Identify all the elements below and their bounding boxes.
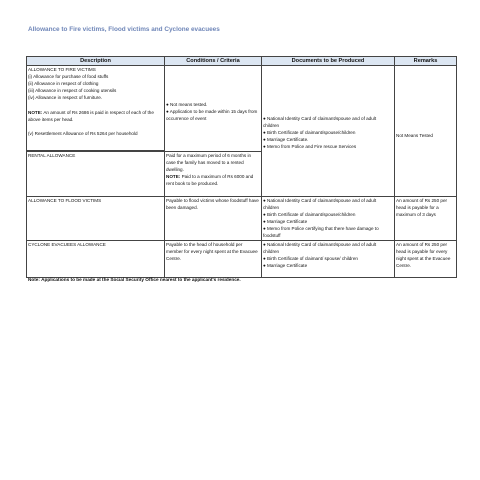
rental-description-cell [27,152,165,197]
cyclone-description-cell [27,241,165,278]
footnote: Note: Applications to be made at the Social Security Office nearest to the applicant's residence. [28,277,241,282]
fire-condition: ● Not means tested. [166,102,208,107]
flood-document: ● National Identity Card of claimant/spouse and of adult children [263,198,377,210]
rental-heading: RENTAL ALLOWANCE [28,153,76,158]
cyclone-remarks-cell [395,241,457,278]
fire-description-cell [27,66,165,151]
cyclone-conditions-cell [165,241,262,278]
fire-item: (iv) Allowance in respect of furniture. [28,95,103,100]
fire-resettlement: (v) Resettlement Allowance of Rs 5264 per household [28,131,138,136]
cyclone-document: ● Marriage Certificate [263,263,308,268]
cyclone-document: ● Birth Certificate of claimant/ spouse/ children [263,256,358,261]
fire-document: ● Birth Certificate of claimant/spouse/children [263,130,356,135]
fire-item: (iii) Allowance in respect of cooking utensils [28,88,117,93]
rental-conditions: Paid for a maximum period of 6 months in case the family has moved to a rented dwelling. [166,153,252,172]
rental-note-text: Paid to a maximum of Rs 6000 and rent book to be produced. [166,174,254,186]
cyclone-documents-cell [262,241,395,278]
fire-conditions-cell [165,66,262,152]
table-row-fire [27,66,457,151]
flood-document: ● Memo from Police certifying that there have damage to foodstuff [263,226,379,238]
cyclone-heading: CYCLONE EVACUEES ALLOWANCE [28,242,106,247]
header-documents: Documents to be Produced [262,57,395,66]
fire-note-label: NOTE: [28,110,43,115]
fire-heading: ALLOWANCE TO FIRE VICTIMS [28,67,96,72]
fire-remarks: Not Means Tested [396,133,433,138]
fire-note-text: An amount of Rs 2686 is paid in respect of each of the above items per head. [28,110,154,122]
header-remarks: Remarks [395,57,457,66]
header-conditions: Conditions / Criteria [165,57,262,66]
flood-conditions: Payable to flood victims whose foodstuff have been damaged. [166,198,259,210]
fire-documents-cell [262,66,395,197]
header-description: Description [27,57,165,66]
table-row-cyclone [27,241,457,278]
flood-heading: ALLOWANCE TO FLOOD VICTIMS [28,198,102,203]
flood-remarks: An amount of Rs 250 per head is payable for a maximum of 3 days [396,198,448,217]
fire-remarks-cell [395,66,457,197]
flood-description-cell [27,197,165,241]
flood-conditions-cell [165,197,262,241]
flood-document: ● Birth Certificate of claimant/spouse/children [263,212,356,217]
rental-conditions-cell [165,152,262,197]
fire-item: (i) Allowance for purchase of food stuffs [28,74,109,79]
rental-note [166,173,260,187]
cyclone-document: ● National Identity Card of claimant/spouse and of adult children [263,242,377,254]
fire-document: ● National Identity Card of claimant/spouse and of adult children [263,116,377,128]
cyclone-remarks: An amount of Rs 250 per head is payable for every night spent at the Evacuee Centre. [396,242,451,268]
table-header-row [27,57,457,66]
allowance-table [26,56,457,278]
page-title: Allowance to Fire victims, Flood victims and Cyclone evacuees [28,26,220,33]
fire-item: (ii) Allowance in respect of clothing [28,81,99,86]
fire-note [28,109,163,123]
fire-document: ● Memo from Police and Fire rescue Services [263,144,357,149]
fire-document: ● Marriage Certificate. [263,137,309,142]
flood-documents-cell [262,197,395,241]
flood-remarks-cell [395,197,457,241]
table-row-flood [27,197,457,241]
cyclone-conditions: Payable to the head of household per member for every night spent at the Evacuee Centre. [166,242,258,261]
rental-note-label: NOTE: [166,174,181,179]
fire-condition: ● Application to be made within 15 days from occurrence of event [166,109,258,121]
flood-document: ● Marriage Certificate [263,219,308,224]
